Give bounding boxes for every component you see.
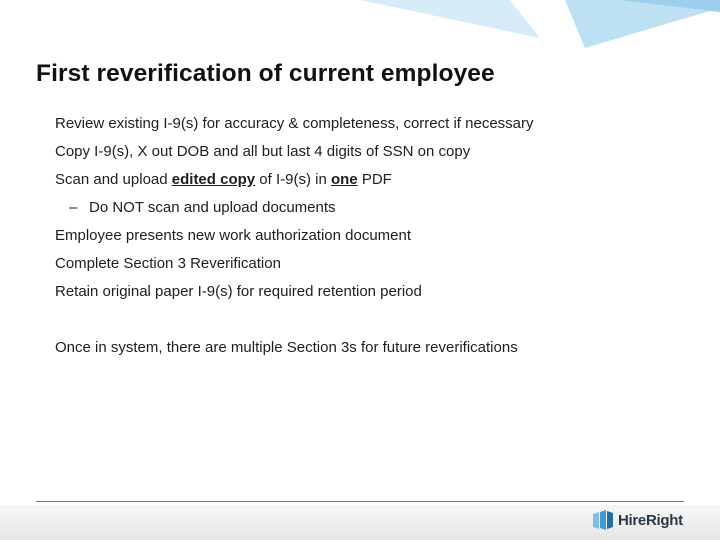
sub-bullet-no-documents bbox=[55, 198, 695, 226]
bullet-copy: Copy I-9(s), X out DOB and all but last 4 digits of SSN on copy bbox=[55, 143, 471, 160]
slide-title: First reverification of current employee bbox=[36, 60, 495, 87]
slide-body bbox=[55, 114, 695, 366]
bullet-scan-text-1: Scan and upload bbox=[55, 171, 172, 188]
emphasis-edited-copy: edited copy bbox=[171, 171, 256, 188]
footer-rule bbox=[36, 501, 684, 502]
logo-trademark-dot: . bbox=[682, 522, 685, 528]
bullet-review: Review existing I-9(s) for accuracy & completeness, correct if necessary bbox=[55, 115, 534, 132]
bullet-employee-presents: Employee presents new work authorization document bbox=[55, 227, 412, 244]
bullet-scan-text-2: of I-9(s) in bbox=[255, 171, 331, 188]
emphasis-one: one bbox=[330, 171, 358, 188]
header-stripe-light bbox=[360, 0, 540, 38]
bullet-complete-section3: Complete Section 3 Reverification bbox=[55, 255, 281, 272]
logo-wordmark: HireRight bbox=[618, 511, 683, 529]
sub-bullet-text: Do NOT scan and upload documents bbox=[89, 199, 336, 216]
dash-marker: – bbox=[69, 199, 78, 216]
bullet-once-in-system: Once in system, there are multiple Section 3s for future reverifications bbox=[55, 339, 518, 356]
hireright-logo bbox=[592, 508, 684, 532]
header-decoration bbox=[0, 0, 720, 60]
bullet-scan-text-3: PDF bbox=[357, 171, 392, 188]
bullet-scan-upload bbox=[55, 170, 695, 198]
bullet-retain-original: Retain original paper I-9(s) for required retention period bbox=[55, 283, 422, 300]
hireright-logo-icon bbox=[592, 509, 614, 531]
